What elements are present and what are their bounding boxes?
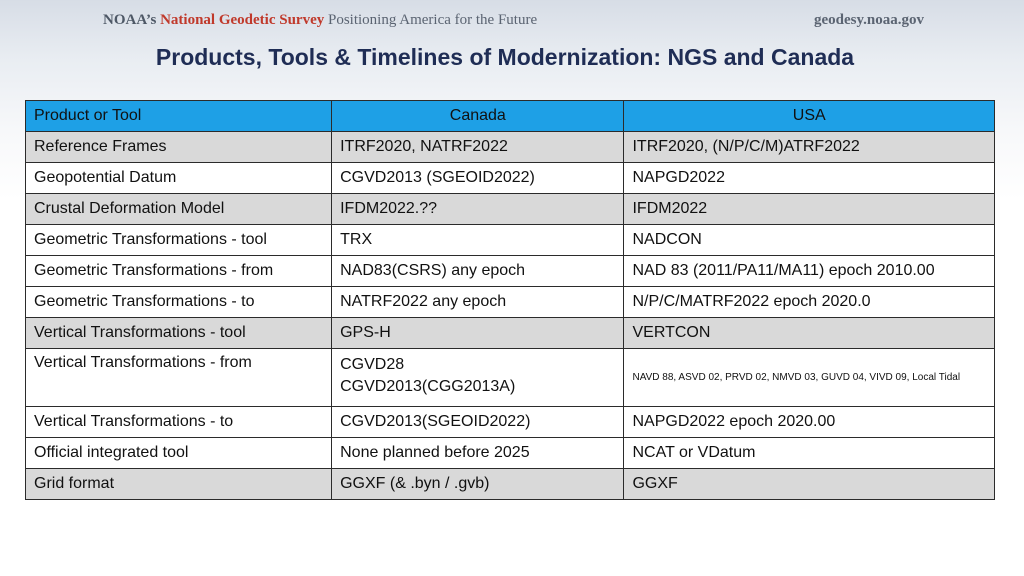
table-header-row — [26, 101, 995, 132]
cell-product: Geometric Transformations - from — [26, 256, 332, 287]
banner-website: geodesy.noaa.gov — [813, 12, 924, 28]
header-product: Product or Tool — [26, 101, 332, 132]
cell-product: Vertical Transformations - to — [26, 407, 332, 438]
cell-canada: NATRF2022 any epoch — [332, 287, 624, 318]
page-title: Products, Tools & Timelines of Modernization: NGS and Canada — [155, 44, 855, 70]
cell-product: Vertical Transformations - from — [26, 349, 332, 407]
header-usa: USA — [624, 101, 995, 132]
cell-usa: GGXF — [624, 469, 995, 500]
cell-product: Geometric Transformations - to — [26, 287, 332, 318]
table-row — [26, 163, 995, 194]
table-row — [26, 438, 995, 469]
cell-usa: NADCON — [624, 225, 995, 256]
cell-product: Geopotential Datum — [26, 163, 332, 194]
banner-motto: Positioning America for the Future — [327, 12, 538, 28]
cell-usa: ITRF2020, (N/P/C/M)ATRF2022 — [624, 132, 995, 163]
cell-usa: NAVD 88, ASVD 02, PRVD 02, NMVD 03, GUVD 04, VIVD 09, Local Tidal — [624, 349, 995, 407]
table-row — [26, 132, 995, 163]
cell-usa: NCAT or VDatum — [624, 438, 995, 469]
table-row — [26, 287, 995, 318]
banner-org-prefix: NOAA’s — [103, 12, 157, 28]
cell-canada: IFDM2022.?? — [332, 194, 624, 225]
cell-product: Crustal Deformation Model — [26, 194, 332, 225]
cell-canada: ITRF2020, NATRF2022 — [332, 132, 624, 163]
table-row — [26, 256, 995, 287]
header-banner — [0, 0, 1024, 40]
cell-product: Vertical Transformations - tool — [26, 318, 332, 349]
table-row — [26, 225, 995, 256]
cell-usa: NAPGD2022 — [624, 163, 995, 194]
cell-canada-line-1: CGVD28 — [340, 356, 405, 373]
banner-agency-name: National Geodetic Survey — [160, 12, 325, 28]
cell-usa: NAD 83 (2011/PA11/MA11) epoch 2010.00 — [624, 256, 995, 287]
cell-usa: VERTCON — [624, 318, 995, 349]
table-row — [26, 194, 995, 225]
cell-canada — [332, 349, 624, 407]
banner-tagline — [103, 12, 537, 29]
cell-canada: TRX — [332, 225, 624, 256]
cell-canada: CGVD2013(SGEOID2022) — [332, 407, 624, 438]
cell-product: Official integrated tool — [26, 438, 332, 469]
cell-canada: None planned before 2025 — [332, 438, 624, 469]
cell-usa: IFDM2022 — [624, 194, 995, 225]
products-table — [25, 100, 995, 500]
table-row — [26, 349, 995, 407]
table-row — [26, 469, 995, 500]
cell-usa: N/P/C/MATRF2022 epoch 2020.0 — [624, 287, 995, 318]
table-row — [26, 407, 995, 438]
cell-product: Reference Frames — [26, 132, 332, 163]
header-canada: Canada — [332, 101, 624, 132]
cell-canada: GGXF (& .byn / .gvb) — [332, 469, 624, 500]
cell-canada-line-2: CGVD2013(CGG2013A) — [340, 378, 516, 395]
cell-product: Grid format — [26, 469, 332, 500]
cell-canada: NAD83(CSRS) any epoch — [332, 256, 624, 287]
cell-canada: GPS-H — [332, 318, 624, 349]
cell-canada: CGVD2013 (SGEOID2022) — [332, 163, 624, 194]
cell-usa: NAPGD2022 epoch 2020.00 — [624, 407, 995, 438]
table-row — [26, 318, 995, 349]
cell-product: Geometric Transformations - tool — [26, 225, 332, 256]
